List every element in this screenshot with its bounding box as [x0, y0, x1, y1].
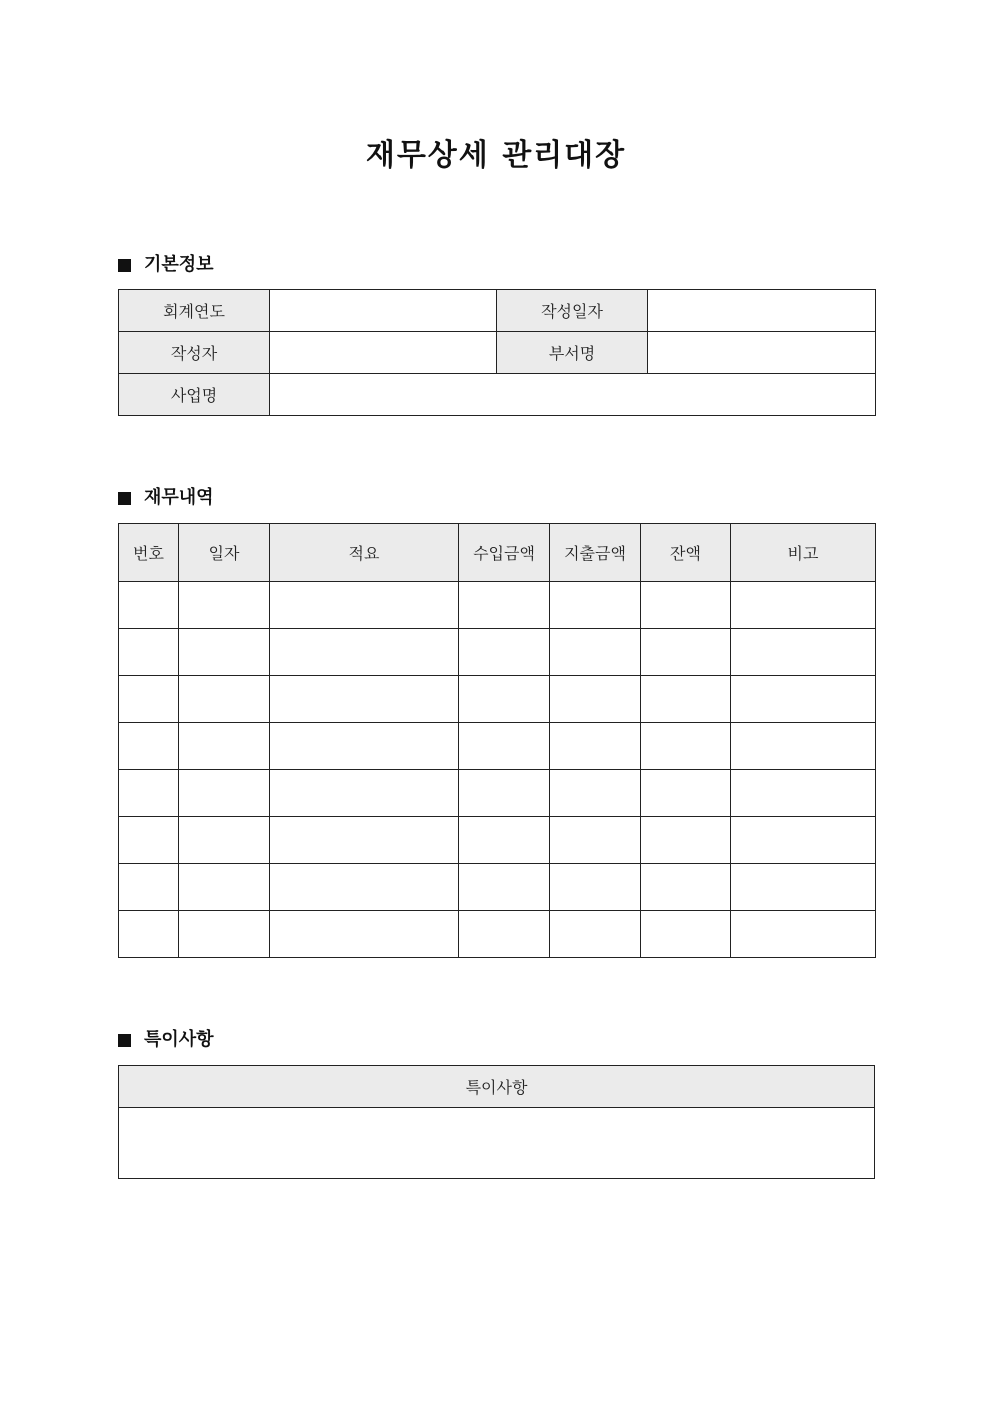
column-header-description: 적요 — [270, 524, 459, 582]
department-label: 부서명 — [497, 332, 648, 374]
cell-number[interactable] — [119, 723, 179, 770]
cell-remarks[interactable] — [731, 676, 876, 723]
column-header-balance: 잔액 — [641, 524, 731, 582]
section-heading-basic-label: 기본정보 — [144, 254, 214, 275]
written-date-label: 작성일자 — [497, 290, 648, 332]
cell-balance[interactable] — [641, 770, 731, 817]
cell-description[interactable] — [270, 770, 459, 817]
cell-remarks[interactable] — [731, 817, 876, 864]
cell-description[interactable] — [270, 629, 459, 676]
cell-number[interactable] — [119, 676, 179, 723]
square-bullet-icon — [118, 1034, 131, 1047]
cell-number[interactable] — [119, 629, 179, 676]
cell-expense[interactable] — [550, 723, 641, 770]
cell-expense[interactable] — [550, 911, 641, 958]
cell-description[interactable] — [270, 911, 459, 958]
cell-expense[interactable] — [550, 864, 641, 911]
table-row — [119, 817, 876, 864]
cell-remarks[interactable] — [731, 864, 876, 911]
author-field[interactable] — [270, 332, 497, 374]
written-date-field[interactable] — [648, 290, 876, 332]
column-header-expense: 지출금액 — [550, 524, 641, 582]
page-title: 재무상세 관리대장 — [365, 138, 627, 173]
table-row — [119, 332, 876, 374]
cell-remarks[interactable] — [731, 723, 876, 770]
cell-number[interactable] — [119, 582, 179, 629]
cell-date[interactable] — [179, 676, 270, 723]
cell-income[interactable] — [459, 911, 550, 958]
cell-date[interactable] — [179, 911, 270, 958]
cell-expense[interactable] — [550, 629, 641, 676]
basic-info-table — [118, 289, 876, 416]
cell-expense[interactable] — [550, 817, 641, 864]
cell-balance[interactable] — [641, 723, 731, 770]
section-heading-notes — [118, 1028, 214, 1052]
cell-income[interactable] — [459, 582, 550, 629]
author-label: 작성자 — [119, 332, 270, 374]
cell-remarks[interactable] — [731, 911, 876, 958]
cell-income[interactable] — [459, 723, 550, 770]
cell-description[interactable] — [270, 723, 459, 770]
section-heading-finance — [118, 486, 214, 510]
table-row — [119, 582, 876, 629]
section-heading-notes-label: 특이사항 — [144, 1029, 214, 1050]
cell-description[interactable] — [270, 817, 459, 864]
cell-remarks[interactable] — [731, 770, 876, 817]
cell-expense[interactable] — [550, 770, 641, 817]
cell-expense[interactable] — [550, 582, 641, 629]
column-header-remarks: 비고 — [731, 524, 876, 582]
cell-income[interactable] — [459, 629, 550, 676]
table-row — [119, 374, 876, 416]
table-row — [119, 1108, 875, 1179]
table-row — [119, 864, 876, 911]
cell-date[interactable] — [179, 817, 270, 864]
notes-field[interactable] — [119, 1108, 875, 1179]
cell-balance[interactable] — [641, 864, 731, 911]
cell-number[interactable] — [119, 911, 179, 958]
notes-column-header: 특이사항 — [119, 1066, 875, 1108]
cell-remarks[interactable] — [731, 582, 876, 629]
table-row — [119, 911, 876, 958]
table-row — [119, 290, 876, 332]
finance-table — [118, 523, 876, 958]
square-bullet-icon — [118, 259, 131, 272]
table-row — [119, 770, 876, 817]
cell-income[interactable] — [459, 817, 550, 864]
cell-income[interactable] — [459, 676, 550, 723]
cell-income[interactable] — [459, 864, 550, 911]
column-header-date: 일자 — [179, 524, 270, 582]
cell-date[interactable] — [179, 770, 270, 817]
cell-income[interactable] — [459, 770, 550, 817]
cell-balance[interactable] — [641, 676, 731, 723]
column-header-income: 수입금액 — [459, 524, 550, 582]
cell-remarks[interactable] — [731, 629, 876, 676]
table-header-row — [119, 1066, 875, 1108]
section-heading-basic — [118, 253, 214, 277]
square-bullet-icon — [118, 492, 131, 505]
table-row — [119, 629, 876, 676]
cell-description[interactable] — [270, 864, 459, 911]
table-header-row — [119, 524, 876, 582]
column-header-number: 번호 — [119, 524, 179, 582]
cell-description[interactable] — [270, 676, 459, 723]
table-row — [119, 676, 876, 723]
cell-date[interactable] — [179, 582, 270, 629]
fiscal-year-label: 회계연도 — [119, 290, 270, 332]
cell-date[interactable] — [179, 864, 270, 911]
fiscal-year-field[interactable] — [270, 290, 497, 332]
cell-balance[interactable] — [641, 911, 731, 958]
project-name-label: 사업명 — [119, 374, 270, 416]
table-row — [119, 723, 876, 770]
notes-table — [118, 1065, 875, 1179]
department-field[interactable] — [648, 332, 876, 374]
cell-balance[interactable] — [641, 582, 731, 629]
cell-balance[interactable] — [641, 629, 731, 676]
cell-number[interactable] — [119, 864, 179, 911]
project-name-field[interactable] — [270, 374, 876, 416]
cell-date[interactable] — [179, 723, 270, 770]
cell-number[interactable] — [119, 817, 179, 864]
cell-description[interactable] — [270, 582, 459, 629]
cell-balance[interactable] — [641, 817, 731, 864]
section-heading-finance-label: 재무내역 — [144, 487, 214, 508]
cell-number[interactable] — [119, 770, 179, 817]
cell-expense[interactable] — [550, 676, 641, 723]
cell-date[interactable] — [179, 629, 270, 676]
